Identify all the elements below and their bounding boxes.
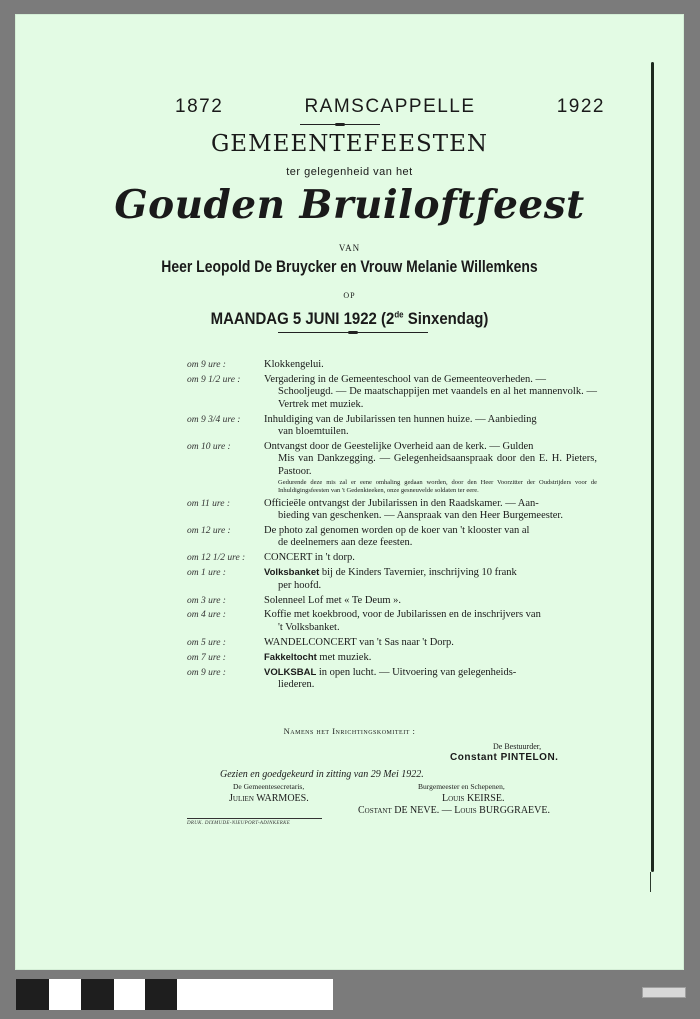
aldermen-names: Costant DE NEVE. — Louis BURGGRAEVE. <box>358 805 550 816</box>
poster-sheet <box>15 14 684 970</box>
program-item: om 12 ure : De photo zal genomen worden op de koer van 't klooster van al de deelnemers aan deze feesten. <box>187 524 530 549</box>
program-item: om 1 ure : Volksbanket bij de Kinders Tavernier, inschrijving 10 frank per hoofd. <box>187 567 517 591</box>
secretary-title: De Gemeentesecretaris, <box>233 782 305 791</box>
scale-swatch <box>81 979 114 1010</box>
subtitle: ter gelegenheid van het <box>286 166 413 178</box>
director-name: Constant PINTELON. <box>450 752 559 763</box>
program-list <box>187 359 597 694</box>
mayor-name: Louis KEIRSE. <box>442 793 505 804</box>
scale-swatch <box>114 979 145 1010</box>
program-item: om 9 3/4 ure : Inhuldiging van de Jubilarissen ten hunnen huize. — Aanbieding van bloemtuilen. <box>187 413 537 438</box>
approval-line: Gezien en goedgekeurd in zitting van 29 Mei 1922. <box>220 769 424 780</box>
scale-swatch <box>177 979 333 1010</box>
headline: Gouden Bruiloftfeest <box>114 182 585 228</box>
program-item: om 5 ure : WANDELCONCERT van 't Sas naar 't Dorp. <box>187 636 454 648</box>
program-item: om 9 ure : VOLKSBAL in open lucht. — Uitvoering van gelegenheids- liederen. <box>187 666 517 690</box>
event-date: MAANDAG 5 JUNI 1922 (2de Sinxendag) <box>210 309 489 328</box>
program-item: om 3 ure : Solenneel Lof met « Te Deum ». <box>187 594 401 606</box>
ornament-divider <box>300 124 380 125</box>
program-item: om 12 1/2 ure : CONCERT in 't dorp. <box>187 552 355 564</box>
printer-imprint: DRUK. DIXMUDE-NIEUPORT-ADINKERKE <box>187 821 291 826</box>
committee-line: Namens het Inrichtingskomiteit : <box>283 726 416 736</box>
printer-divider <box>187 818 322 819</box>
op-label: OP <box>343 291 356 300</box>
program-item: om 10 ure : Ontvangst door de Geestelijke Overheid aan de kerk. — Gulden Mis van Dankzegging. — Gelegenheidsaanspraak door den E. H. Pieters, Pastoor. Gedurende deze mis zal er eene omhaling gedaan worden, door den Heer Voorzitter der Oudstrijders voor de Inhuldigingsfeesten van 't Gedenkteeken, onze gesneuvelde soldaten ter eere. <box>187 440 597 495</box>
header-line <box>175 96 605 118</box>
year-left: 1872 <box>175 96 224 117</box>
program-item: om 11 ure : Officieële ontvangst der Jubilarissen in den Raadskamer. — Aan- bieding van geschenken. — Aanspraak van den Heer Burgemeester. <box>187 497 563 522</box>
archive-label <box>642 987 686 998</box>
program-item: om 9 1/2 ure : Vergadering in de Gemeenteschool van de Gemeenteoverheden. — Schooljeugd. — De maatschappijen met vaandels en al het mannenvolk. — Vertrek met muziek. <box>187 373 597 410</box>
title: GEMEENTEFEESTEN <box>210 131 489 157</box>
place-name: RAMSCAPPELLE <box>304 96 476 117</box>
color-scale-bar <box>16 979 333 1010</box>
mayor-title: Burgemeester en Schepenen, <box>418 782 505 791</box>
scale-swatch <box>145 979 177 1010</box>
program-item: om 7 ure : Fakkeltocht met muziek. <box>187 651 372 663</box>
scale-swatch <box>16 979 49 1010</box>
director-title: De Bestuurder, <box>493 742 542 751</box>
ornament-divider <box>278 332 428 333</box>
program-item: om 4 ure : Koffie met koekbrood, voor de Jubilarissen en de inschrijvers van 't Volksbanket. <box>187 609 541 633</box>
program-item: om 9 ure : Klokkengelui. <box>187 359 324 370</box>
scale-swatch <box>49 979 81 1010</box>
van-label: VAN <box>338 243 361 253</box>
year-right: 1922 <box>556 96 605 117</box>
secretary-name: Julien WARMOES. <box>229 793 309 804</box>
couple-names: Heer Leopold De Bruycker en Vrouw Melanie Willemkens <box>161 257 538 276</box>
